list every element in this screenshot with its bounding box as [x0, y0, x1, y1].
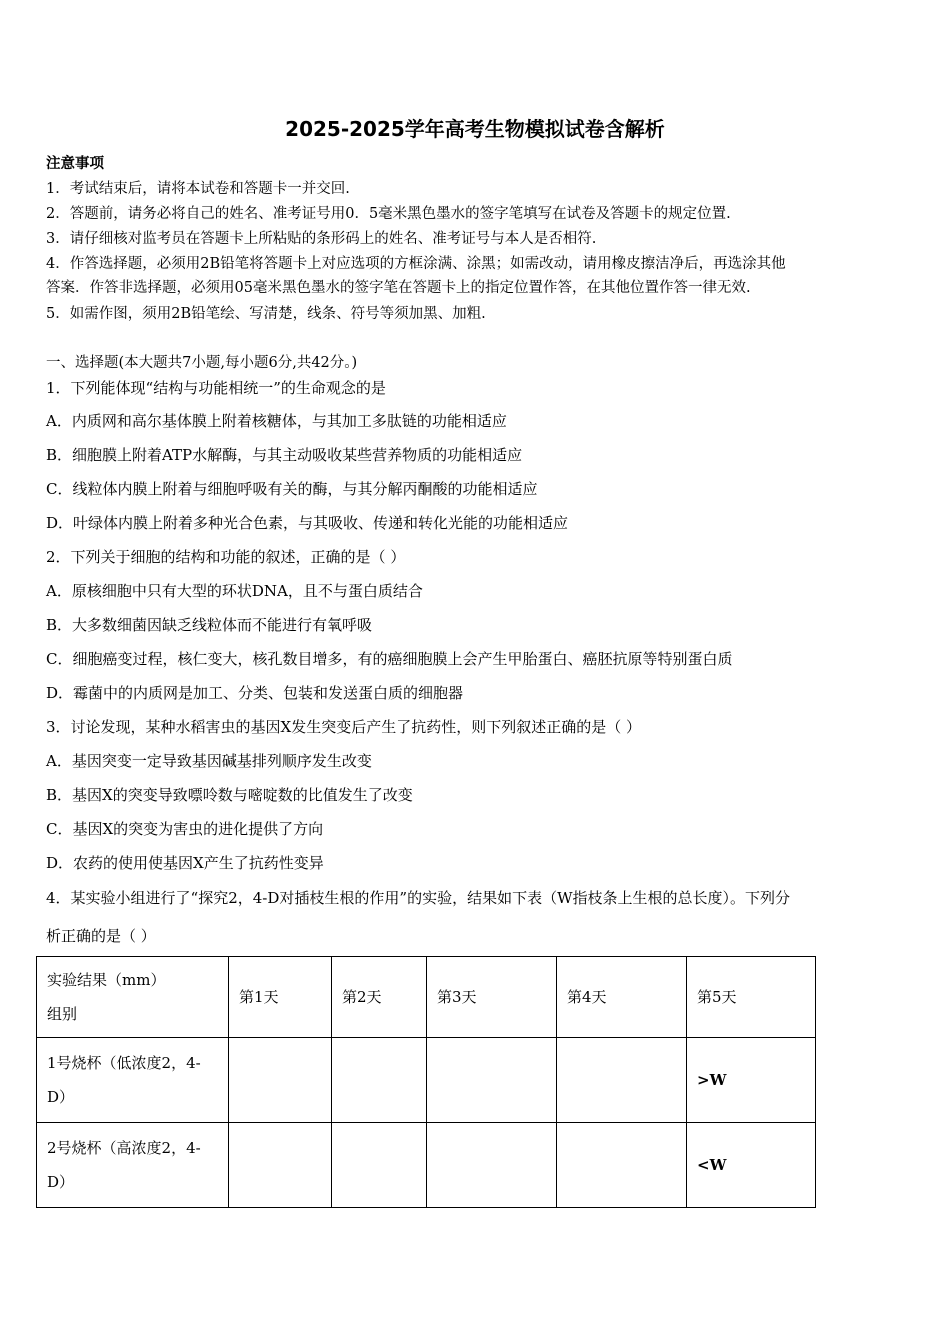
header-line-group: 组别 [47, 1005, 78, 1023]
question-2-stem: 2．下列关于细胞的结构和功能的叙述，正确的是（ ） [46, 548, 406, 566]
table-row-group [37, 1123, 229, 1208]
table-header-day-5: 第5天 [687, 957, 816, 1038]
table-row [37, 1038, 816, 1123]
question-1-option-c: C．线粒体内膜上附着与细胞呼吸有关的酶，与其分解丙酮酸的功能相适应 [46, 480, 538, 498]
table-row [37, 1123, 816, 1208]
notice-item-4-line-2: 答案．作答非选择题，必须用05毫米黑色墨水的签字笔在答题卡上的指定位置作答，在其他位置作答一律无效. [46, 280, 751, 296]
question-3-option-d: D．农药的使用使基因X产生了抗药性变异 [46, 854, 324, 872]
question-2-option-c: C．细胞癌变过程，核仁变大，核孔数目增多，有的癌细胞膜上会产生甲胎蛋白、癌胚抗原等特别蛋白质 [46, 650, 733, 668]
question-2-option-b: B．大多数细菌因缺乏线粒体而不能进行有氧呼吸 [46, 616, 373, 634]
notice-heading: 注意事项 [46, 155, 104, 172]
table-header-row [37, 957, 816, 1038]
question-2-option-a: A．原核细胞中只有大型的环状DNA，且不与蛋白质结合 [46, 582, 423, 600]
question-1-option-a: A．内质网和高尔基体膜上附着核糖体，与其加工多肽链的功能相适应 [46, 412, 507, 430]
table-header-day-2: 第2天 [332, 957, 427, 1038]
table-cell [427, 1038, 557, 1123]
table-cell [229, 1038, 332, 1123]
notice-item-3: 3．请仔细核对监考员在答题卡上所粘贴的条形码上的姓名、准考证号与本人是否相符. [46, 231, 597, 247]
question-4-stem-line-1: 4．某实验小组进行了“探究2，4-D对插枝生根的作用”的实验，结果如下表（W指枝条上生根的总长度）。下列分 [46, 889, 790, 907]
question-3-stem: 3．讨论发现，某种水稻害虫的基因X发生突变后产生了抗药性，则下列叙述正确的是（ ） [46, 718, 641, 736]
table-row-group [37, 1038, 229, 1123]
table-cell-day-5: >W [687, 1038, 816, 1123]
page-title: 2025-2025学年高考生物模拟试卷含解析 [285, 117, 665, 141]
group-line-1: 2号烧杯（高浓度2，4- [47, 1139, 201, 1157]
table-header-corner [37, 957, 229, 1038]
question-1-option-b: B．细胞膜上附着ATP水解酶，与其主动吸收某些营养物质的功能相适应 [46, 446, 523, 464]
table-header-day-1: 第1天 [229, 957, 332, 1038]
question-3-option-c: C．基因X的突变为害虫的进化提供了方向 [46, 820, 324, 838]
notice-item-1: 1．考试结束后，请将本试卷和答题卡一并交回. [46, 181, 350, 197]
section-heading: 一、选择题(本大题共7小题,每小题6分,共42分。) [46, 355, 358, 371]
group-line-1: 1号烧杯（低浓度2，4- [47, 1054, 201, 1072]
notice-item-5: 5．如需作图，须用2B铅笔绘、写清楚，线条、符号等须加黑、加粗. [46, 306, 486, 322]
table-cell [557, 1038, 687, 1123]
table-cell [427, 1123, 557, 1208]
table-header-day-4: 第4天 [557, 957, 687, 1038]
table-cell-day-5: <W [687, 1123, 816, 1208]
question-3-option-b: B．基因X的突变导致嘌呤数与嘧啶数的比值发生了改变 [46, 786, 413, 804]
results-table [36, 956, 816, 1208]
table-cell [332, 1123, 427, 1208]
table-cell [557, 1123, 687, 1208]
question-4-stem-line-2: 析正确的是（ ） [46, 927, 156, 945]
header-line-result: 实验结果（mm） [47, 971, 166, 989]
table-header-day-3: 第3天 [427, 957, 557, 1038]
notice-item-2: 2．答题前，请务必将自己的姓名、准考证号用0．5毫米黑色墨水的签字笔填写在试卷及答题卡的规定位置. [46, 206, 731, 222]
group-line-2: D） [47, 1088, 75, 1106]
question-1-stem: 1．下列能体现“结构与功能相统一”的生命观念的是 [46, 379, 386, 397]
table-cell [229, 1123, 332, 1208]
group-line-2: D） [47, 1173, 75, 1191]
notice-item-4-line-1: 4．作答选择题，必须用2B铅笔将答题卡上对应选项的方框涂满、涂黑；如需改动，请用橡皮擦洁净后，再选涂其他 [46, 256, 786, 272]
question-1-option-d: D．叶绿体内膜上附着多种光合色素，与其吸收、传递和转化光能的功能相适应 [46, 514, 569, 532]
question-2-option-d: D．霉菌中的内质网是加工、分类、包装和发送蛋白质的细胞器 [46, 684, 464, 702]
question-3-option-a: A．基因突变一定导致基因碱基排列顺序发生改变 [46, 752, 372, 770]
table-cell [332, 1038, 427, 1123]
